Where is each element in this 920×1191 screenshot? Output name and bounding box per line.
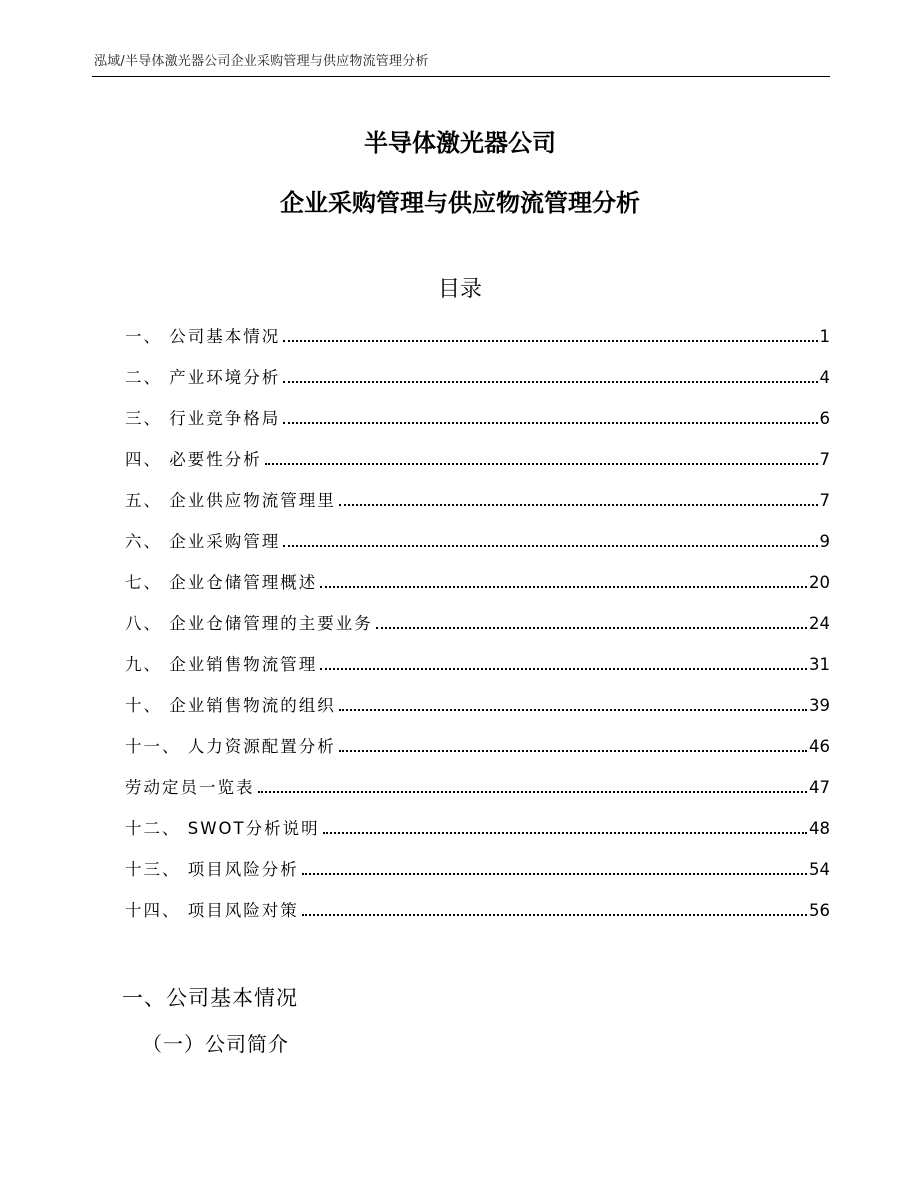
toc-entry-page: 56 xyxy=(809,901,830,920)
toc-dot-leader xyxy=(283,421,817,424)
toc-entry-page: 46 xyxy=(809,737,830,756)
toc-dot-leader xyxy=(302,913,807,916)
section-heading: 一、公司基本情况 xyxy=(122,986,298,1010)
toc-entry[interactable] xyxy=(125,899,830,940)
toc-dot-leader xyxy=(339,503,818,506)
toc-entry-page: 1 xyxy=(819,327,830,346)
toc-entry[interactable] xyxy=(125,735,830,776)
toc-dot-leader xyxy=(320,667,807,670)
toc-dot-leader xyxy=(283,380,817,383)
toc-entry[interactable] xyxy=(125,571,830,612)
toc-entry-page: 4 xyxy=(819,368,830,387)
toc-dot-leader xyxy=(265,462,818,465)
toc-dot-leader xyxy=(283,339,817,342)
toc-entry[interactable] xyxy=(125,530,830,571)
toc-entry[interactable] xyxy=(125,407,830,448)
toc-dot-leader xyxy=(320,585,807,588)
toc-entry[interactable] xyxy=(125,366,830,407)
document-title-line2: 企业采购管理与供应物流管理分析 xyxy=(280,189,640,217)
toc-entry-label: 五、 企业供应物流管理里 xyxy=(125,491,336,510)
toc-dot-leader xyxy=(283,544,817,547)
toc-entry-page: 20 xyxy=(809,573,830,592)
toc-entry-page: 48 xyxy=(809,819,830,838)
toc-entry-page: 9 xyxy=(819,532,830,551)
toc-entry-label: 十三、 项目风险分析 xyxy=(125,860,299,879)
toc-entry[interactable] xyxy=(125,489,830,530)
header-divider xyxy=(92,76,830,77)
toc-entry[interactable] xyxy=(125,817,830,858)
toc-dot-leader xyxy=(323,831,807,834)
toc-entry-page: 7 xyxy=(819,450,830,469)
table-of-contents xyxy=(125,325,830,940)
toc-entry-label: 十四、 项目风险对策 xyxy=(125,901,299,920)
toc-dot-leader xyxy=(258,790,808,793)
toc-entry-label: 劳动定员一览表 xyxy=(125,778,255,797)
toc-entry[interactable] xyxy=(125,776,830,817)
toc-dot-leader xyxy=(376,626,807,629)
toc-entry-label: 三、 行业竞争格局 xyxy=(125,409,281,428)
toc-heading: 目录 xyxy=(437,277,482,302)
running-header: 泓域/半导体激光器公司企业采购管理与供应物流管理分析 xyxy=(94,54,429,69)
toc-entry-label: 十一、 人力资源配置分析 xyxy=(125,737,336,756)
subsection-heading: （一）公司简介 xyxy=(142,1032,289,1056)
toc-entry[interactable] xyxy=(125,448,830,489)
toc-entry[interactable] xyxy=(125,653,830,694)
toc-entry-page: 39 xyxy=(809,696,830,715)
toc-entry-label: 十二、 SWOT分析说明 xyxy=(125,819,320,838)
toc-entry-label: 八、 企业仓储管理的主要业务 xyxy=(125,614,373,633)
toc-entry-page: 31 xyxy=(809,655,830,674)
toc-entry-label: 七、 企业仓储管理概述 xyxy=(125,573,318,592)
toc-entry-page: 47 xyxy=(809,778,830,797)
toc-entry[interactable] xyxy=(125,858,830,899)
toc-entry-label: 六、 企业采购管理 xyxy=(125,532,281,551)
toc-dot-leader xyxy=(302,872,807,875)
toc-entry-label: 九、 企业销售物流管理 xyxy=(125,655,318,674)
toc-entry-page: 6 xyxy=(819,409,830,428)
toc-entry-page: 7 xyxy=(819,491,830,510)
toc-dot-leader xyxy=(339,749,807,752)
toc-dot-leader xyxy=(339,708,807,711)
toc-entry-label: 十、 企业销售物流的组织 xyxy=(125,696,336,715)
toc-entry-label: 二、 产业环境分析 xyxy=(125,368,281,387)
toc-entry-page: 54 xyxy=(809,860,830,879)
toc-entry[interactable] xyxy=(125,612,830,653)
toc-entry-page: 24 xyxy=(809,614,830,633)
toc-entry[interactable] xyxy=(125,694,830,735)
toc-entry-label: 四、 必要性分析 xyxy=(125,450,262,469)
toc-entry-label: 一、 公司基本情况 xyxy=(125,327,281,346)
document-title-line1: 半导体激光器公司 xyxy=(364,129,556,157)
toc-entry[interactable] xyxy=(125,325,830,366)
